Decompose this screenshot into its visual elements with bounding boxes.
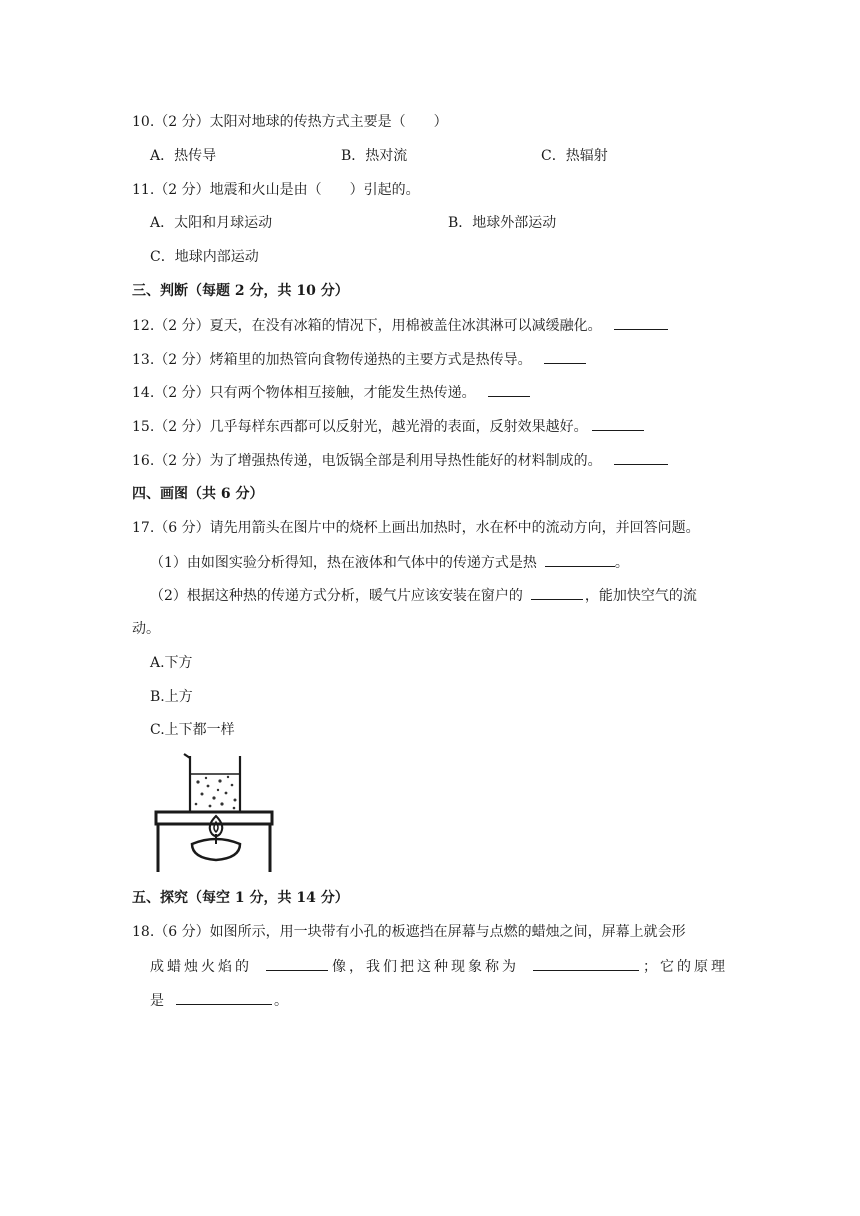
question-18-blank-1[interactable] xyxy=(266,956,328,971)
section-4-title: 四、画图（共 6 分） xyxy=(132,486,264,502)
question-13 xyxy=(132,349,586,370)
question-14 xyxy=(132,382,530,403)
question-18-blank-2[interactable] xyxy=(533,956,639,971)
question-17-sub2 xyxy=(150,585,697,606)
beaker-heating-figure xyxy=(148,748,288,876)
question-16 xyxy=(132,450,668,471)
question-17-sub2-end: ，能加快空气的流 xyxy=(584,588,697,604)
question-18-blank-3[interactable] xyxy=(176,990,272,1005)
question-17-sub1-end: 。 xyxy=(614,555,629,571)
question-18-line-3 xyxy=(150,990,288,1011)
question-17-option-c: C.上下都一样 xyxy=(150,722,235,738)
question-10-option-b: B．热对流 xyxy=(341,148,408,164)
question-18-text-b: 像，我们把这种现象称为 xyxy=(332,959,519,975)
question-17-option-a: A.下方 xyxy=(150,655,193,671)
question-17-sub2-blank[interactable] xyxy=(531,585,583,600)
question-15 xyxy=(132,416,644,437)
question-15-answer-blank[interactable] xyxy=(592,416,644,431)
question-11-option-c: C．地球内部运动 xyxy=(150,249,259,265)
beaker xyxy=(184,754,240,812)
question-14-answer-blank[interactable] xyxy=(488,382,530,397)
section-3-title: 三、判断（每题 2 分，共 10 分） xyxy=(132,283,349,299)
question-12-answer-blank[interactable] xyxy=(614,315,668,330)
question-17-sub1 xyxy=(150,552,629,573)
question-18-stem: 18.（6 分）如图所示，用一块带有小孔的板遮挡在屏幕与点燃的蜡烛之间，屏幕上就会形 xyxy=(132,924,686,940)
question-18-text-d: 是 xyxy=(150,993,164,1009)
question-17-sub1-blank[interactable] xyxy=(545,552,615,567)
question-18-text-a: 成蜡烛火焰的 xyxy=(150,959,252,975)
question-18-text-e: 。 xyxy=(274,993,288,1009)
question-12-text: 12.（2 分）夏天，在没有冰箱的情况下，用棉被盖住冰淇淋可以减缓融化。 xyxy=(132,318,602,334)
question-11-stem: 11.（2 分）地震和火山是由（ ）引起的。 xyxy=(132,182,420,198)
question-17-option-b: B.上方 xyxy=(150,689,193,705)
question-12 xyxy=(132,315,668,336)
question-10-option-c: C．热辐射 xyxy=(541,148,608,164)
question-13-text: 13.（2 分）烤箱里的加热管向食物传递热的主要方式是热传导。 xyxy=(132,352,532,368)
question-11-option-a: A．太阳和月球运动 xyxy=(150,215,273,231)
question-10-stem: 10.（2 分）太阳对地球的传热方式主要是（ ） xyxy=(132,114,448,130)
question-17-stem: 17.（6 分）请先用箭头在图片中的烧杯上画出加热时，水在杯中的流动方向，并回答问题。 xyxy=(132,520,700,536)
question-13-answer-blank[interactable] xyxy=(544,349,586,364)
section-5-title: 五、探究（每空 1 分，共 14 分） xyxy=(132,890,349,906)
question-18-text-c: ；它的原理 xyxy=(643,959,728,975)
question-18-line-2 xyxy=(150,956,728,977)
question-16-answer-blank[interactable] xyxy=(614,450,668,465)
question-11-option-b: B．地球外部运动 xyxy=(448,215,557,231)
question-14-text: 14.（2 分）只有两个物体相互接触，才能发生热传递。 xyxy=(132,385,476,401)
question-17-sub2-continued: 动。 xyxy=(132,621,160,637)
question-10-option-a: A．热传导 xyxy=(150,148,217,164)
question-17-sub2-text: （2）根据这种热的传递方式分析，暖气片应该安装在窗户的 xyxy=(150,588,523,604)
question-15-text: 15.（2 分）几乎每样东西都可以反射光，越光滑的表面，反射效果越好。 xyxy=(132,419,588,435)
question-17-sub1-text: （1）由如图实验分析得知，热在液体和气体中的传递方式是热 xyxy=(150,555,537,571)
question-16-text: 16.（2 分）为了增强热传递，电饭锅全部是利用导热性能好的材料制成的。 xyxy=(132,453,602,469)
